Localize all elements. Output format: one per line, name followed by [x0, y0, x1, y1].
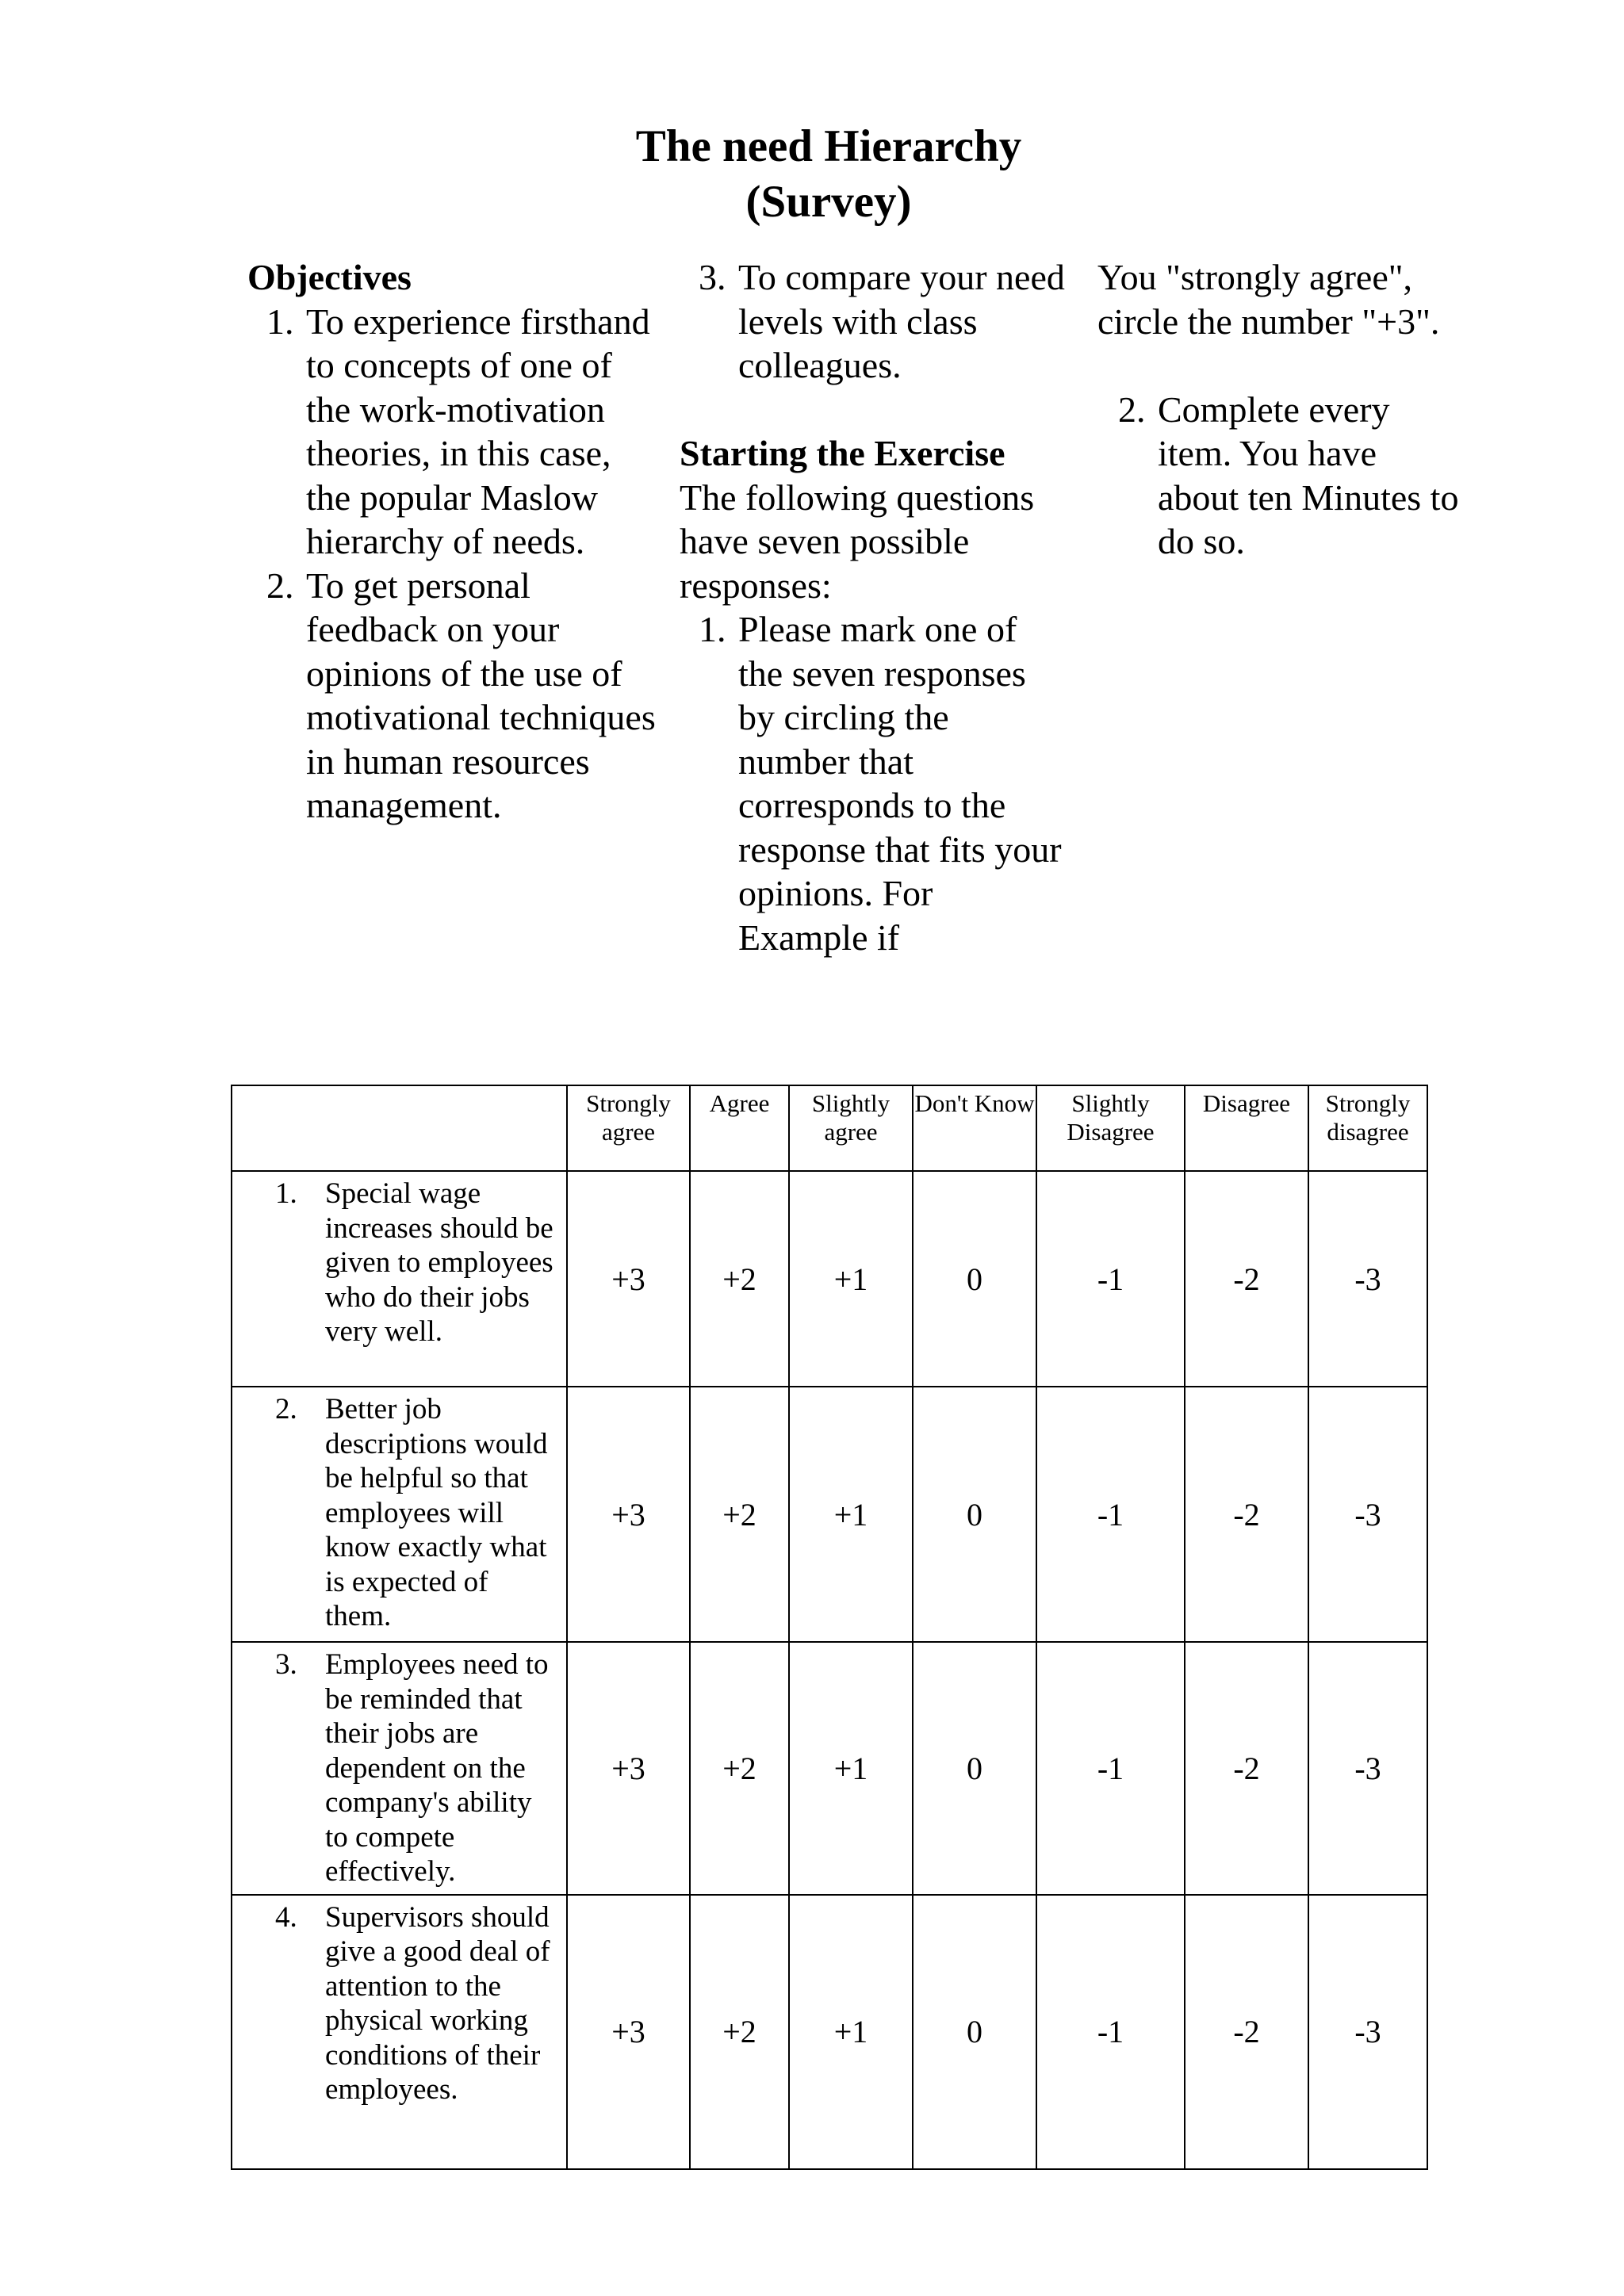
survey-item-cell	[232, 1171, 567, 1387]
exercise-continued	[1097, 255, 1462, 564]
response-option-slightly-disagree[interactable]: -1	[1036, 1642, 1185, 1895]
objective-number: 1.	[266, 300, 294, 342]
table-row	[232, 1642, 1427, 1895]
response-option-agree[interactable]: +2	[690, 1387, 789, 1642]
column-header: Don't Know	[913, 1085, 1036, 1171]
exercise-section	[680, 255, 1068, 959]
header-blank-cell	[232, 1085, 567, 1171]
step-text: Complete every item. You have about ten Minutes to do so.	[1158, 388, 1459, 561]
objectives-section	[247, 255, 660, 828]
objective-number: 3.	[699, 257, 726, 297]
objectives-heading: Objectives	[247, 257, 412, 297]
item-number: 2.	[275, 1393, 297, 1425]
objective-text: To experience firsthand to concepts of one of the work-motivation theories, in this case, the popular Maslow hierarchy of needs.	[306, 300, 650, 561]
step-text: Please mark one of the seven responses by circling the number that corresponds to the response that fits your opinions. For Example if	[738, 609, 1062, 958]
response-option-strongly-disagree[interactable]: -3	[1308, 1642, 1427, 1895]
item-text: Supervisors should give a good deal of attention to the physical working conditions of their employees.	[325, 1900, 550, 2106]
objective-text: To compare your need levels with class colleagues.	[738, 257, 1065, 385]
exercise-steps	[680, 607, 1068, 959]
column-header: Slightly Disagree	[1036, 1085, 1185, 1171]
response-option-slightly-disagree[interactable]: -1	[1036, 1387, 1185, 1642]
response-option-slightly-agree[interactable]: +1	[789, 1895, 913, 2169]
response-option-dont-know[interactable]: 0	[913, 1895, 1036, 2169]
item-text: Special wage increases should be given to employees who do their jobs very well.	[325, 1177, 553, 1348]
step-number: 1.	[699, 609, 726, 649]
exercise-intro: The following questions have seven possible responses:	[680, 476, 1035, 606]
objectives-list-continued	[680, 255, 1068, 388]
response-option-disagree[interactable]: -2	[1185, 1895, 1308, 2169]
column-header: Strongly agree	[567, 1085, 690, 1171]
response-option-slightly-disagree[interactable]: -1	[1036, 1171, 1185, 1387]
response-option-agree[interactable]: +2	[690, 1895, 789, 2169]
survey-table	[231, 1085, 1428, 2170]
column-header: Disagree	[1185, 1085, 1308, 1171]
survey-item-cell	[232, 1387, 567, 1642]
column-header: Slightly agree	[789, 1085, 913, 1171]
exercise-step	[1097, 388, 1462, 564]
title-line-2: (Survey)	[745, 177, 912, 227]
objective-item	[247, 300, 660, 564]
item-number: 3.	[275, 1648, 297, 1681]
response-option-strongly-agree[interactable]: +3	[567, 1171, 690, 1387]
item-number: 4.	[275, 1900, 297, 1934]
item-text: Employees need to be reminded that their jobs are dependent on the company's ability to compete effectively.	[325, 1648, 549, 1888]
response-option-strongly-disagree[interactable]: -3	[1308, 1895, 1427, 2169]
item-number: 1.	[275, 1177, 297, 1210]
response-option-slightly-disagree[interactable]: -1	[1036, 1895, 1185, 2169]
survey-item-cell	[232, 1895, 567, 2169]
table-row	[232, 1171, 1427, 1387]
table-row	[232, 1387, 1427, 1642]
response-option-strongly-disagree[interactable]: -3	[1308, 1387, 1427, 1642]
objective-text: To get personal feedback on your opinions of the use of motivational techniques in human resources management.	[306, 564, 656, 825]
table-row	[232, 1895, 1427, 2169]
response-option-dont-know[interactable]: 0	[913, 1642, 1036, 1895]
page-title	[0, 119, 1624, 230]
title-line-1: The need Hierarchy	[635, 121, 1022, 171]
step-continuation-text: You "strongly agree", circle the number "+3".	[1097, 257, 1440, 342]
response-option-agree[interactable]: +2	[690, 1171, 789, 1387]
response-option-dont-know[interactable]: 0	[913, 1171, 1036, 1387]
objectives-list	[247, 300, 660, 828]
objective-item	[680, 255, 1068, 388]
response-option-disagree[interactable]: -2	[1185, 1642, 1308, 1895]
exercise-steps-continued	[1097, 388, 1462, 564]
objective-number: 2.	[266, 564, 294, 606]
exercise-step	[680, 607, 1068, 959]
exercise-heading: Starting the Exercise	[680, 433, 1005, 473]
response-option-slightly-agree[interactable]: +1	[789, 1642, 913, 1895]
response-option-strongly-agree[interactable]: +3	[567, 1642, 690, 1895]
response-option-dont-know[interactable]: 0	[913, 1387, 1036, 1642]
survey-item-cell	[232, 1642, 567, 1895]
response-option-agree[interactable]: +2	[690, 1642, 789, 1895]
column-header: Agree	[690, 1085, 789, 1171]
response-option-strongly-agree[interactable]: +3	[567, 1895, 690, 2169]
item-text: Better job descriptions would be helpful so that employees will know exactly what is expected of them.	[325, 1393, 548, 1632]
response-option-strongly-agree[interactable]: +3	[567, 1387, 690, 1642]
step-number: 2.	[1118, 388, 1146, 430]
response-option-disagree[interactable]: -2	[1185, 1387, 1308, 1642]
response-option-slightly-agree[interactable]: +1	[789, 1387, 913, 1642]
column-header: Strongly disagree	[1308, 1085, 1427, 1171]
response-option-slightly-agree[interactable]: +1	[789, 1171, 913, 1387]
response-option-strongly-disagree[interactable]: -3	[1308, 1171, 1427, 1387]
objective-item	[247, 564, 660, 828]
response-option-disagree[interactable]: -2	[1185, 1171, 1308, 1387]
table-header-row	[232, 1085, 1427, 1171]
